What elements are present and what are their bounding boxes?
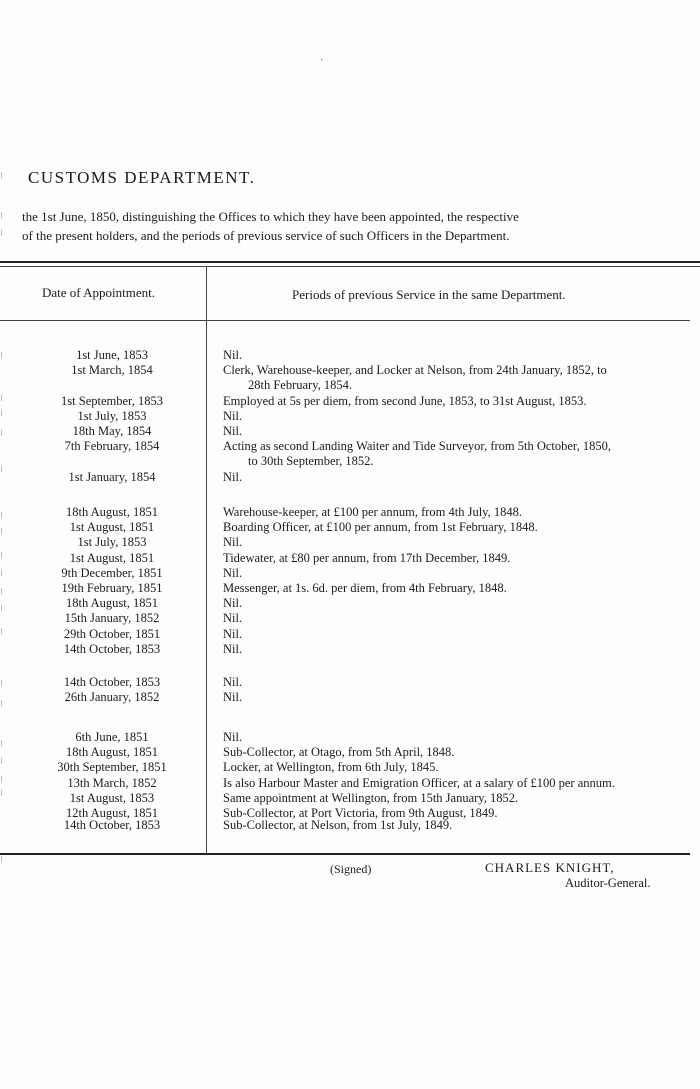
period-column-group [223,505,693,657]
previous-service-entry: Is also Harbour Master and Emigration Officer, at a salary of £100 per annum. [223,775,615,790]
period-column-group [223,675,693,705]
previous-service-entry: 28th February, 1854. [248,378,353,393]
left-edge-bleed-marks [0,0,20,1089]
period-column-group [223,818,693,833]
appointment-date: 18th August, 1851 [65,745,159,760]
header-divider [0,320,690,321]
previous-service-entry: Nil. [223,535,243,550]
appointment-date: 1st July, 1853 [77,535,147,550]
appointment-date [22,378,202,393]
appointment-date: 18th August, 1851 [65,596,159,611]
appointment-date: 1st August, 1851 [69,550,155,565]
column-divider [206,266,207,854]
date-column-group [22,675,202,705]
table-top-rule [0,261,700,263]
table-top-rule-thin [0,266,700,267]
previous-service-entry: Warehouse-keeper, at £100 per annum, from 4th July, 1848. [223,505,522,519]
signatory-title: Auditor-General. [565,876,651,890]
previous-service-entry: Nil. [223,408,243,423]
appointment-date [22,454,202,469]
previous-service-entry: Sub-Collector, at Otago, from 5th April, 1848. [223,745,455,760]
appointment-date: 6th June, 1851 [75,730,149,744]
previous-service-entry: Tidewater, at £80 per annum, from 17th December, 1849. [223,550,511,565]
previous-service-entry: Clerk, Warehouse-keeper, and Locker at Nelson, from 24th January, 1852, to [223,363,607,378]
appointment-date: 15th January, 1852 [64,611,160,626]
intro-line-1: the 1st June, 1850, distinguishing the Offices to which they have been appointed, the respective [22,209,519,224]
appointment-date: 26th January, 1852 [64,690,160,705]
previous-service-entry: Nil. [223,730,243,744]
previous-service-entry: Nil. [223,596,243,611]
previous-service-entry: Sub-Collector, at Port Victoria, from 9th August, 1849. [223,806,498,821]
previous-service-entry: Nil. [223,611,243,626]
previous-service-entry: Boarding Officer, at £100 per annum, from 1st February, 1848. [223,520,538,535]
date-column-group [22,818,202,833]
previous-service-entry: Nil. [223,641,243,656]
appointment-date: 30th September, 1851 [57,760,167,775]
date-column-group [22,505,202,657]
previous-service-entry: Nil. [223,424,243,439]
appointment-date: 14th October, 1853 [63,641,161,656]
appointment-date: 1st August, 1851 [69,520,155,535]
previous-service-entry: Nil. [223,469,243,484]
appointment-date: 1st July, 1853 [77,408,147,423]
previous-service-entry: Nil. [223,626,243,641]
page-title: CUSTOMS DEPARTMENT. [28,168,256,187]
previous-service-entry: Same appointment at Wellington, from 15th January, 1852. [223,790,519,805]
previous-service-entry: Messenger, at 1s. 6d. per diem, from 4th February, 1848. [223,581,507,596]
appointment-date: 9th December, 1851 [61,565,163,580]
period-column-group [223,730,693,821]
appointment-date: 13th March, 1852 [67,775,157,790]
previous-service-entry: to 30th September, 1852. [248,454,374,469]
appointment-date: 1st August, 1853 [69,790,155,805]
table-bottom-rule [0,853,690,855]
appointment-date: 18th August, 1851 [65,505,159,519]
appointment-date: 1st June, 1853 [76,348,148,362]
signed-label: (Signed) [330,862,372,876]
column-header-date: Date of Appointment. [42,285,156,300]
previous-service-entry: Sub-Collector, at Nelson, from 1st July, 1849. [223,818,453,832]
previous-service-entry: Locker, at Wellington, from 6th July, 1845. [223,760,439,775]
previous-service-entry: Nil. [223,348,243,362]
date-column-group [22,730,202,821]
print-speck: · [320,55,324,66]
period-column-group [223,348,693,485]
previous-service-entry: Nil. [223,690,243,705]
appointment-date: 1st September, 1853 [61,393,163,408]
previous-service-entry: Acting as second Landing Waiter and Tide Surveyor, from 5th October, 1850, [223,439,611,454]
appointment-date: 18th May, 1854 [72,424,152,439]
appointment-date: 14th October, 1853 [63,818,161,832]
previous-service-entry: Nil. [223,565,243,580]
appointment-date: 19th February, 1851 [61,581,163,596]
appointment-date: 7th February, 1854 [64,439,160,454]
previous-service-entry: Nil. [223,675,243,689]
column-header-periods: Periods of previous Service in the same Department. [292,287,566,302]
previous-service-entry: Employed at 5s per diem, from second June, 1853, to 31st August, 1853. [223,393,587,408]
appointment-date: 14th October, 1853 [63,675,161,689]
signatory-name: CHARLES KNIGHT, [485,860,615,875]
intro-text [22,207,662,245]
appointment-date: 29th October, 1851 [63,626,161,641]
appointment-date: 12th August, 1851 [65,806,159,821]
appointment-date: 1st January, 1854 [68,469,156,484]
appointment-date: 1st March, 1854 [71,363,153,378]
date-column-group [22,348,202,485]
intro-line-2: of the present holders, and the periods of previous service of such Officers in the Department. [22,228,510,243]
